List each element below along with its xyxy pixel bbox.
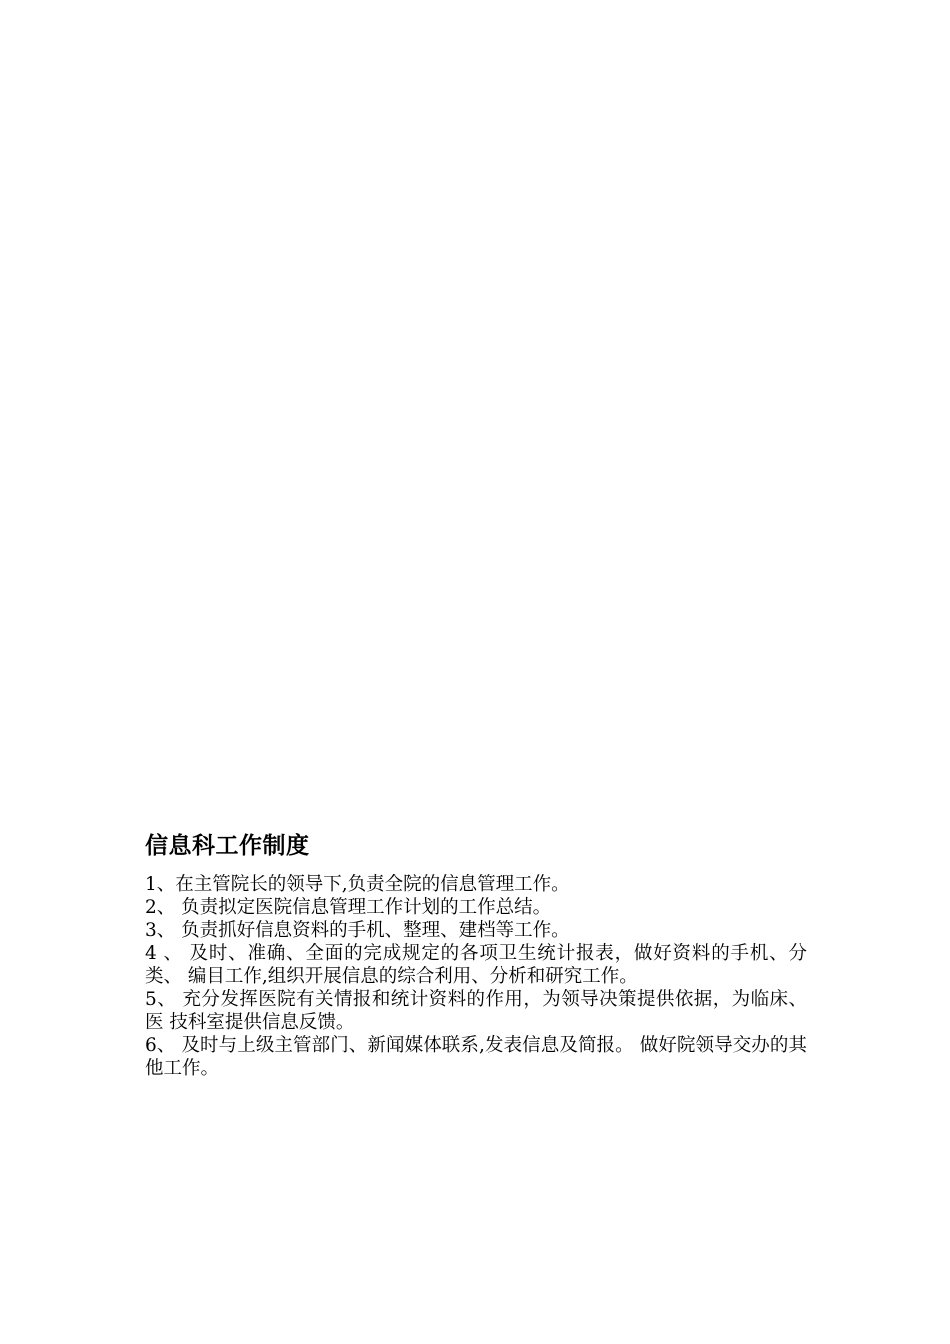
rule-item-2: 2、 负责拟定医院信息管理工作计划的工作总结。 [145, 897, 552, 918]
rule-item-3: 3、 负责抓好信息资料的手机、整理、建档等工作。 [145, 920, 570, 941]
document-body [145, 829, 807, 1080]
rule-item-6: 6、 及时与上级主管部门、新闻媒体联系,发表信息及简报。 做好院领导交办的其他工作。 [145, 1035, 807, 1079]
document-title: 信息科工作制度 [145, 833, 310, 859]
rule-item-5: 5、 充分发挥医院有关情报和统计资料的作用，为领导决策提供依据，为临床、医 技科室提供信息反馈。 [145, 989, 807, 1033]
rules-list [145, 873, 807, 1080]
rule-item-4: 4 、 及时、准确、全面的完成规定的各项卫生统计报表，做好资料的手机、分类、 编目工作,组织开展信息的综合利用、分析和研究工作。 [145, 943, 807, 987]
rule-item-1: 1、在主管院长的领导下,负责全院的信息管理工作。 [145, 874, 570, 895]
